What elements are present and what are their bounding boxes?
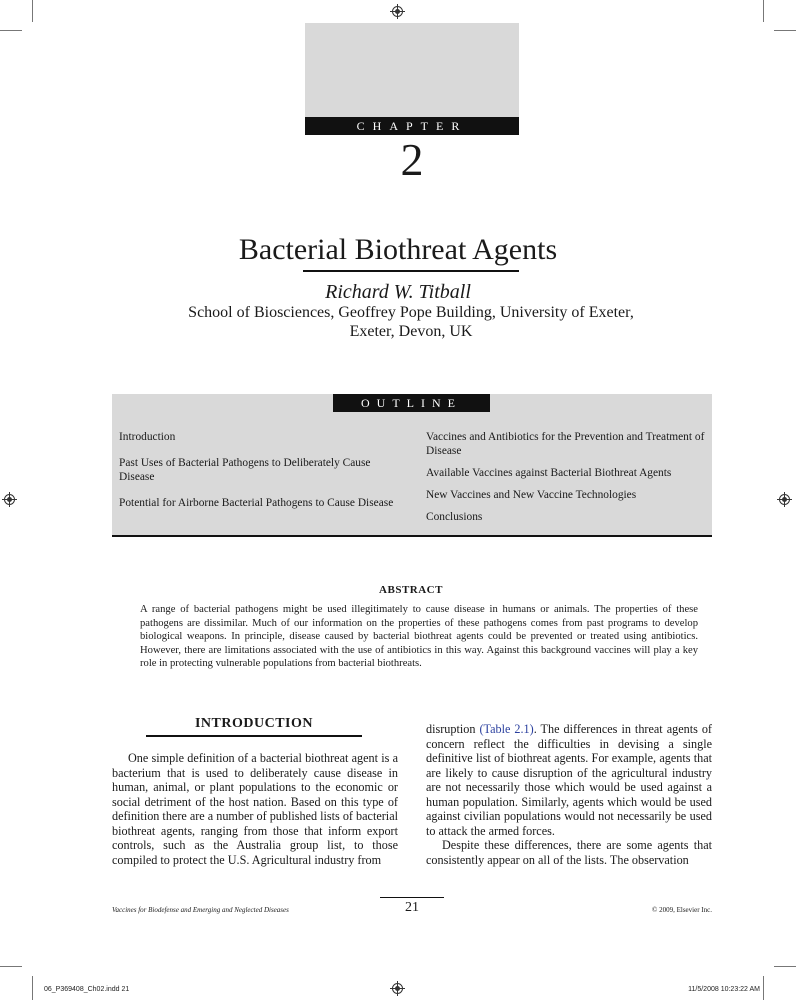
registration-mark-icon [392, 6, 403, 17]
slug-filename: 06_P369408_Ch02.indd 21 [44, 986, 130, 993]
outline-item-available-vaccines[interactable]: Available Vaccines against Bacterial Biothreat Agents [426, 467, 672, 479]
outline-item-new-vaccines[interactable]: New Vaccines and New Vaccine Technologies [426, 489, 637, 501]
book-title-footer: Vaccines for Biodefense and Emerging and Neglected Diseases [112, 906, 289, 914]
introduction-rule [146, 735, 362, 737]
outline-right-column [426, 430, 706, 524]
crop-mark [774, 966, 796, 967]
outline-left-column [119, 430, 407, 510]
abstract-body: A range of bacterial pathogens might be used illegitimately to cause disease in humans or animals. The properties of these pathogens are dissimilar. Much of our information on the properties of these pathogens comes from past programs to develop biological weapons. In principle, disease caused by bacterial biothreat agents could be prevented or treated using antibiotics. However, there are limitations associated with the use of antibiotics in this way. Against this background vaccines will play a key role in protecting vulnerable populations from bacterial biothreats. [140, 604, 698, 669]
chapter-title: Bacterial Biothreat Agents [238, 233, 558, 266]
chapter-header-box [305, 23, 519, 117]
outline-item-vaccines-antibiotics[interactable]: Vaccines and Antibiotics for the Prevention and Treatment of Disease [426, 431, 705, 457]
registration-mark-icon [392, 983, 403, 994]
left-text-column [112, 751, 398, 867]
crop-mark [32, 0, 33, 22]
slug-timestamp: 11/5/2008 10:23:22 AM [688, 986, 760, 993]
table-reference-link[interactable]: (Table 2.1) [479, 722, 534, 736]
chapter-label: CHAPTER [305, 117, 519, 135]
paragraph-text: disruption [426, 722, 480, 736]
paragraph-text: . The differences in threat agents of concern reflect the difficulties in devising a single definitive list of biothreat agents. For example, agents that are likely to cause disruption of the agricultural industry are not necessarily those which would be used against a human population. Similarly, agents which would be used against civilian populations would not necessarily be used to attack the armed forces. [426, 722, 712, 838]
crop-mark [0, 30, 22, 31]
outline-item-airborne[interactable]: Potential for Airborne Bacterial Pathogens to Cause Disease [119, 497, 394, 509]
outline-item-introduction[interactable]: Introduction [119, 431, 176, 443]
crop-mark [32, 976, 33, 1000]
author-affiliation [0, 303, 796, 341]
affiliation-line-2: Exeter, Devon, UK [349, 323, 473, 340]
affiliation-line-1: School of Biosciences, Geoffrey Pope Building, University of Exeter, [188, 304, 634, 321]
crop-mark [763, 976, 764, 1000]
footer-rule [380, 897, 444, 898]
title-rule [303, 270, 519, 272]
outline-item-conclusions[interactable]: Conclusions [426, 511, 483, 523]
crop-mark [774, 30, 796, 31]
outline-item-past-uses[interactable]: Past Uses of Bacterial Pathogens to Deliberately Cause Disease [119, 457, 371, 483]
intro-paragraph-continued [426, 722, 712, 838]
intro-paragraph-2: Despite these differences, there are some agents that consistently appear on all of the lists. The observation [426, 838, 712, 867]
intro-paragraph: One simple definition of a bacterial biothreat agent is a bacterium that is used to deliberately cause disease in human, animal, or plant populations to the economic or social detriment of the host nation. Based on this type of definition there are a number of published lists of bacterial biothreat agents, ranging from those that inform export controls, such as the Australia group list, to those compiled to protect the U.S. Agricultural industry from [112, 751, 398, 867]
chapter-number: 2 [400, 134, 424, 185]
page-number: 21 [405, 900, 419, 915]
author-name: Richard W. Titball [325, 281, 471, 303]
outline-label: OUTLINE [333, 394, 490, 412]
copyright-footer: © 2009, Elsevier Inc. [652, 906, 712, 914]
registration-mark-icon [4, 494, 15, 505]
right-text-column [426, 722, 712, 867]
crop-mark [0, 966, 22, 967]
registration-mark-icon [779, 494, 790, 505]
introduction-heading: INTRODUCTION [194, 716, 313, 731]
crop-mark [763, 0, 764, 22]
abstract-heading: ABSTRACT [379, 584, 443, 596]
